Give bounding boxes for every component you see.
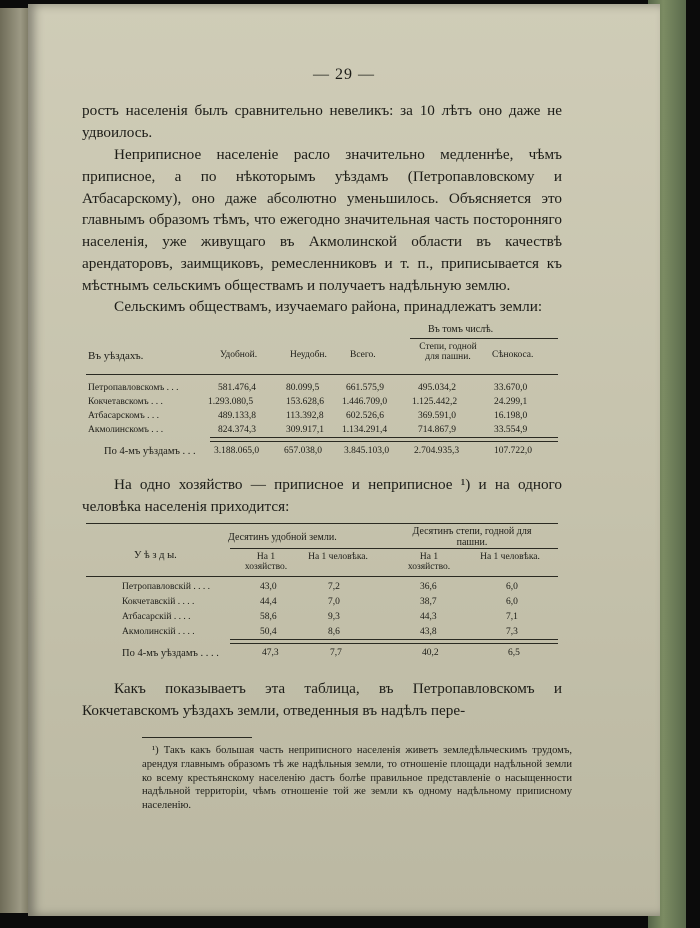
table2-col-header: У ѣ з д ы. (134, 550, 177, 561)
table2-row-name: Кокчетавскій . . . . (122, 597, 195, 607)
table2-cell: 50,4 (260, 627, 277, 637)
table2-total-cell: 6,5 (508, 648, 520, 658)
paragraph-1: ростъ населенія былъ сравнительно невеликъ: за 10 лѣтъ оно даже не удвоилось. (82, 102, 562, 141)
table2-cell: 44,4 (260, 597, 277, 607)
table1-header-total: Всего. (350, 350, 376, 360)
table1-cell: 602.526,6 (346, 411, 384, 421)
table2-group2-header: Десятинъ степи, годной для пашни. (412, 526, 532, 548)
table1-row-name: Акмолинскомъ . . . (88, 425, 164, 435)
table2-sub-header: На 1 человѣка. (480, 552, 540, 562)
paragraph-5: Какъ показываетъ эта таблица, въ Петропавловскомъ и Кокчетавскомъ уѣздахъ земли, отведенныя въ надѣлъ пере- (82, 680, 562, 719)
table1-cell: 495.034,2 (418, 383, 456, 393)
table2-cell: 7,2 (328, 582, 340, 592)
table2-cell: 43,8 (420, 627, 437, 637)
table1-cell: 369.591,0 (418, 411, 456, 421)
table2-sub-header: На 1 человѣка. (308, 552, 368, 562)
table1-cell: 153.628,6 (286, 397, 324, 407)
table1-header-rule (86, 374, 558, 375)
table1-cell: 33.554,9 (494, 425, 528, 435)
table1-row-name: Атбасарскомъ . . . (88, 411, 159, 421)
table1-cell: 309.917,1 (286, 425, 324, 435)
table2-cell: 6,0 (506, 597, 518, 607)
table1-header-hay: Сѣнокоса. (492, 350, 534, 360)
table1-cell: 1.134.291,4 (342, 425, 388, 435)
table1-total-cell: 657.038,0 (284, 446, 322, 456)
table2-row-name: Петропавловскій . . . . (122, 582, 210, 592)
table1-cell: 24.299,1 (494, 397, 528, 407)
table1-header-steppe: Степи, годной для пашни. (419, 342, 477, 362)
paragraph-4: На одно хозяйство — приписное и неприписное ¹) и на одного человѣка населенія приходится: (82, 476, 562, 515)
table1-header-unusable: Неудобн. (290, 350, 327, 360)
table1-total-name: По 4-мъ уѣздамъ . . . (104, 446, 196, 457)
table1-header-district: Въ уѣздахъ. (88, 350, 144, 362)
table2-cell: 43,0 (260, 582, 277, 592)
table1-cell: 16.198,0 (494, 411, 528, 421)
table1-total-cell: 3.845.103,0 (344, 446, 390, 456)
table2-cell: 44,3 (420, 612, 437, 622)
table2-total-cell: 7,7 (330, 648, 342, 658)
table2-total-cell: 47,3 (262, 648, 279, 658)
paragraph-3: Сельскимъ обществамъ, изучаемаго района, принадлежатъ земли: (114, 298, 543, 315)
table2-header-rule (86, 576, 558, 577)
table2-top-rule (86, 523, 558, 524)
table1-cell: 113.392,8 (286, 411, 324, 421)
table2-total-cell: 40,2 (422, 648, 439, 658)
table1-row-name: Петропавловскомъ . . . (88, 383, 179, 393)
table1-group-rule (410, 338, 558, 339)
table2-row-name: Акмолинскій . . . . (122, 627, 195, 637)
table2-sub-header: На 1 хозяйство. (244, 552, 288, 572)
page-number: — 29 — (313, 66, 375, 83)
table2-group1-header: Десятинъ удобной земли. (228, 532, 337, 543)
table1-cell: 1.125.442,2 (412, 397, 458, 407)
table2-cell: 8,6 (328, 627, 340, 637)
footnote: ¹) Такъ какъ большая часть неприписного населенія живетъ земледѣльческимъ трудомъ, арендуя главнымъ образомъ тѣ же надѣльныя земли, то отношеніе площади надѣльной земли ко всему крестьянскому населенію дастъ болѣе правильное представленіе о насыщенности надѣльной территоріи, чѣмъ отношеніе той же земли къ одному надѣльному приписному населенію. (142, 745, 572, 812)
table1-cell: 661.575,9 (346, 383, 384, 393)
table1-cell: 80.099,5 (286, 383, 320, 393)
table1-cell: 1.293.080,5 (208, 397, 254, 407)
table1-cell: 824.374,3 (218, 425, 256, 435)
table1-total-cell: 107.722,0 (494, 446, 532, 456)
table2-total-rule (230, 639, 558, 644)
table2-cell: 6,0 (506, 582, 518, 592)
table1-total-rule (210, 437, 558, 442)
table2-total-name: По 4-мъ уѣздамъ . . . . (122, 648, 219, 659)
footnote-rule (142, 737, 252, 738)
table1-cell: 489.133,8 (218, 411, 256, 421)
book-page (28, 4, 660, 916)
paragraph-2: Неприписное населеніе расло значительно медленнѣе, чѣмъ приписное, а по нѣкоторымъ уѣздамъ (Петропавловскому и Атбасарскому), оно даже абсолютно уменьшилось. Объясняется это главнымъ образомъ тѣмъ, что ежегодно значительная часть посторонняго населенія, уже живущаго въ Акмолинской области въ качествѣ арендаторовъ, заимщиковъ, ремесленниковъ и т. п., приписывается къ мѣстнымъ сельскимъ обществамъ и получаетъ надѣльную землю. (82, 146, 562, 294)
table1-cell: 33.670,0 (494, 383, 528, 393)
table1-total-cell: 3.188.065,0 (214, 446, 260, 456)
table2-cell: 58,6 (260, 612, 277, 622)
table2-cell: 7,0 (328, 597, 340, 607)
table2-cell: 7,1 (506, 612, 518, 622)
table1-cell: 714.867,9 (418, 425, 456, 435)
table2-cell: 36,6 (420, 582, 437, 592)
table2-row-name: Атбасарскій . . . . (122, 612, 191, 622)
table1-cell: 1.446.709,0 (342, 397, 388, 407)
table2-cell: 38,7 (420, 597, 437, 607)
table2-sub-header: На 1 хозяйство. (407, 552, 451, 572)
table1-cell: 581.476,4 (218, 383, 256, 393)
table1-group-header: Въ томъ числѣ. (428, 324, 494, 335)
table1-row-name: Кокчетавскомъ . . . (88, 397, 163, 407)
table2-cell: 9,3 (328, 612, 340, 622)
table1-total-cell: 2.704.935,3 (414, 446, 460, 456)
table2-cell: 7,3 (506, 627, 518, 637)
table1-header-arable: Удобной. (220, 350, 258, 360)
table2-group-rule (230, 548, 558, 549)
